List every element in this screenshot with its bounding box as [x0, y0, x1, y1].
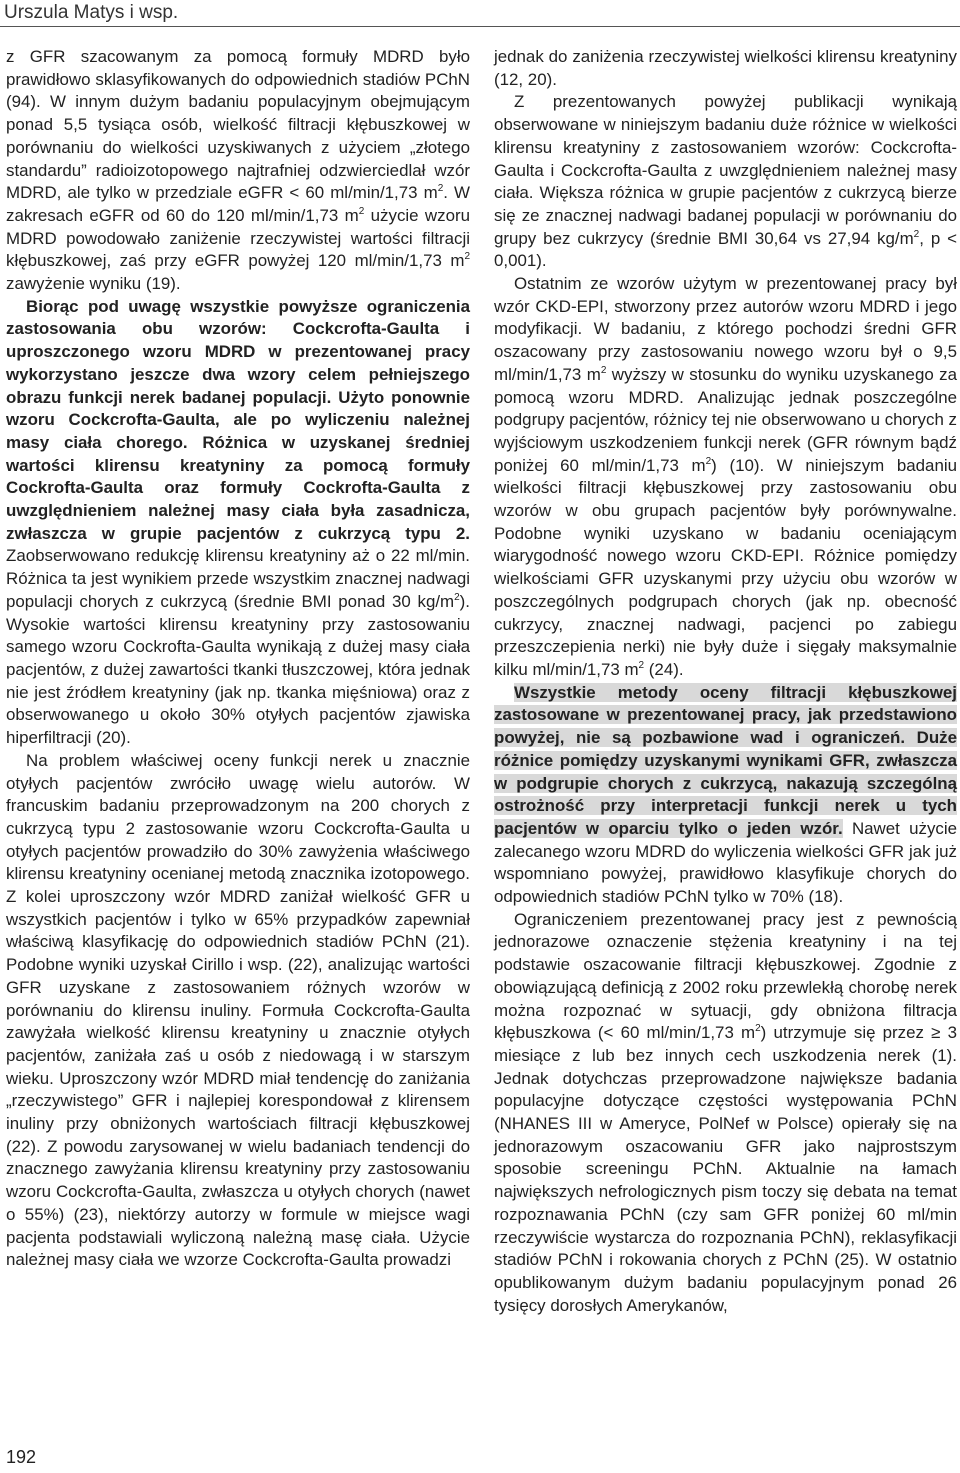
running-header-author: Urszula Matys i wsp.	[4, 2, 179, 23]
paragraph: Wszystkie metody oceny filtracji kłębuszkowej zastosowane w prezentowanej pracy, jak przedstawiono powyżej, nie są pozbawione wad i ograniczeń. Duże różnice pomiędzy uzyskanymi wynikami GFR, zwłaszcza w podgrupie chorych z cukrzycą, nakazują szczególną ostrożność przy interpretacji funkcji nerek u tych pacjentów w oparciu tylko o jeden wzór. Nawet użycie zalecanego wzoru MDRD do wyliczenia wielkości GFR jak już wspomniano powyżej, prawidłowo klasyfikuje chorych do odpowiednich stadiów PChN tylko w 70% (18).	[494, 682, 957, 907]
running-header	[0, 0, 960, 28]
page-number: 192	[6, 1447, 37, 1467]
paragraph: Ostatnim ze wzorów użytym w prezentowanej pracy był wzór CKD-EPI, stworzony przez autorów wzoru MDRD i jego modyfikacji. W badaniu, z którego pochodzi średni GFR oszacowany przy zastosowaniu nowego wzoru był o 9,5 ml/min/1,73 $m^2$ wyższy w stosunku do wyniku uzyskanego za pomocą wzoru MDRD. Analizując jednak poszczególne podgrupy pacjentów, różnicy tej nie obserwowano u chorych z wyjściowym uszkodzeniem funkcji nerek (GFR równym bądź poniżej 60 ml/min/1,73 $m^2$) (10). W niniejszym badaniu wielkości filtracji kłębuszkowej przy zastosowaniu obu wzorów w obu grupach pacjentów były porównywalne. Podobne wyniki uzyskano w badaniu oceniającym wiarygodność nowego wzoru CKD-EPI. Różnice pomiędzy wielkościami GFR uzyskanymi przy użyciu obu wzorów w poszczególnych podgrupach chorych (jak np. obecność cukrzycy, znacznej nadwagi, pacjenci po zabiegu przeszczepienia nerki) nie były duże i sięgały maksymalnie kilku ml/min/1,73 $m^2$ (24).	[494, 274, 958, 679]
left-column	[6, 46, 470, 1272]
paragraph: Biorąc pod uwagę wszystkie powyższe ograniczenia zastosowania obu wzorów: Cockcrofta-Gaulta i uproszczonego wzoru MDRD w prezentowanej pracy wykorzystano jeszcze dwa wzory celem pełniejszego obrazu funkcji nerek badanej populacji. Użyto ponownie wzoru Cockcrofta-Gaulta, ale po wyliczeniu należnej masy ciała chorego. Różnica w uzyskanej średniej wartości klirensu kreatyniny za pomocą formuły Cockrofta-Gaulta oraz formuły Cockrofta-Gaulta z uwzględnieniem należnej masy ciała była zasadnicza, zwłaszcza w grupie pacjentów z cukrzycą typu 2. Zaobserwowano redukcję klirensu kreatyniny aż o 22 ml/min. Różnica ta jest wynikiem przede wszystkim znacznej nadwagi populacji chorych z cukrzycą (średnie BMI ponad 30 $kg/m^2$). Wysokie wartości klirensu kreatyniny przy zastosowaniu samego wzoru Cockrofta-Gaulta wynikają z dużej masy ciała pacjentów, z dużej zawartości tkanki tłuszczowej, która jednak nie jest źródłem kreatyniny (jak np. tkanka mięśniowa) oraz z obserwowanego u około 30% otyłych pacjentów zjawiska hiperfiltracji (20).	[6, 296, 470, 748]
header-rule	[0, 26, 960, 27]
bold-emphasis: Biorąc pod uwagę wszystkie powyższe ograniczenia zastosowania obu wzorów: Cockcrofta-Gaulta i uproszczonego wzoru MDRD w prezentowanej pracy wykorzystano jeszcze dwa wzory celem pełniejszego obrazu funkcji nerek badanej populacji. Użyto ponownie wzoru Cockcrofta-Gaulta, ale po wyliczeniu należnej masy ciała chorego. Różnica w uzyskanej średniej wartości klirensu kreatyniny za pomocą formuły Cockrofta-Gaulta oraz formuły Cockrofta-Gaulta z uwzględnieniem należnej masy ciała była zasadnicza, zwłaszcza w grupie pacjentów z cukrzycą typu 2.	[6, 296, 470, 543]
paragraph: Ograniczeniem prezentowanej pracy jest z pewnością jednorazowe oznaczenie stężenia kreatyniny i na tej podstawie oszacowanie filtracji kłębuszkowej. Zgodnie z obowiązującą definicją z 2002 roku przewlekłą chorobę nerek można rozpoznać w sytuacji, gdy obniżona filtracja kłębuszkowa (< 60 ml/min/1,73 $m^2$) utrzymuje się przez ≥ 3 miesiące z lub bez innych cech uszkodzenia nerek (1). Jednak dotychczas przeprowadzone największe badania populacyjne dotyczące częstości występowania PChN (NHANES III w Ameryce, PolNef w Polsce) opierały się na jednorazowym oszacowaniu GFR jako najprostszym sposobie screeningu PChN. Aktualnie na łamach największych nefrologicznych pism toczy się debata na temat rozpoznawania PChN (czy sam GFR poniżej 60 ml/min rzeczywiście wystarcza do rozpoznania PChN), reklasyfikacji stadiów PChN i rokowania chorych z PChN (25). W ostatnio opublikowanym dużym badaniu populacyjnym ponad 26 tysięcy dorosłych Amerykanów,	[494, 909, 958, 1315]
paragraph: Na problem właściwej oceny funkcji nerek u znacznie otyłych pacjentów zwróciło uwagę wielu autorów. W francuskim badaniu przeprowadzonym na 200 chorych z cukrzycą typu 2 zastosowanie wzoru Cockcrofta-Gaulta u otyłych pacjentów prowadziło do 30% zawyżenia właściwego klirensu kreatyniny ocenianej metodą znacznika izotopowego. Z kolei uproszczony wzór MDRD zaniżał wielkość GFR u wszystkich pacjentów i tylko w 65% przypadków zapewniał właściwą klasyfikację do odpowiednich stadiów PChN (21). Podobne wyniki uzyskał Cirillo i wsp. (22), analizując wartości GFR uzyskane z zastosowaniem różnych wzorów w porównaniu do klirensu inuliny. Formuła Cockcrofta-Gaulta zawyżała wielkość klirensu kreatyniny u znacznie otyłych pacjentów, zaniżała zaś u osób z niedowagą i w starszym wieku. Uproszczony wzór MDRD miał tendencję do zaniżania „rzeczywistego” GFR i najlepiej korespondował z klirensem inuliny przy obniżonych wartościach filtracji kłębuszkowej (22). Z powodu zarysowanej w wielu badaniach tendencji do znacznego zawyżania klirensu kreatyniny przy zastosowaniu wzoru Cockcrofta-Gaulta, zwłaszcza u otyłych chorych (nawet o 55%) (23), niektórzy autorzy w formule w miejsce wagi pacjenta podstawiali wyliczoną należną masę ciała. Użycie należnej masy ciała we wzorze Cockcrofta-Gaulta prowadzi	[6, 750, 470, 1270]
paragraph: jednak do zaniżenia rzeczywistej wielkości klirensu kreatyniny (12, 20).	[494, 47, 957, 89]
paragraph: z GFR szacowanym za pomocą formuły MDRD było prawidłowo sklasyfikowanych do odpowiednich stadiów PChN (94). W innym dużym badaniu populacyjnym obejmującym ponad 5,5 tysiąca osób, wielkość filtracji kłębuszkowej w porównaniu do wielkości uzyskiwanych z użyciem „złotego standardu” radioizotopowego najtrafniej odzwierciedlał wzór MDRD, ale tylko w przedziale eGFR < 60 ml/min/1,73 $m^2$. W zakresach eGFR od 60 do 120 ml/min/1,73 $m^2$ użycie wzoru MDRD powodowało zaniżenie rzeczywistej wartości filtracji kłębuszkowej, zaś przy eGFR powyżej 120 ml/min/1,73 $m^2$ zawyżenie wyniku (19).	[6, 47, 470, 294]
right-column	[494, 46, 957, 1317]
highlighted-emphasis: Wszystkie metody oceny filtracji kłębuszkowej zastosowane w prezentowanej pracy, jak przedstawiono powyżej, nie są pozbawione wad i ograniczeń. Duże różnice pomiędzy uzyskanymi wynikami GFR, zwłaszcza w podgrupie chorych z cukrzycą, nakazują szczególną ostrożność przy interpretacji funkcji nerek u tych pacjentów w oparciu tylko o jeden wzór.	[494, 682, 957, 838]
paragraph: Z prezentowanych powyżej publikacji wynikają obserwowane w niniejszym badaniu duże różnice w wielkości klirensu kreatyniny z zastosowaniem wzorów: Cockcrofta-Gaulta i Cockcrofta-Gaulta z uwzględnieniem należnej masy ciała. Większa różnica w grupie pacjentów z cukrzycą bierze się ze znacznej nadwagi badanej populacji w porównaniu do grupy bez cukrzycy (średnie BMI 30,64 vs 27,94 $kg/m^2$, p < 0,001).	[494, 92, 957, 271]
